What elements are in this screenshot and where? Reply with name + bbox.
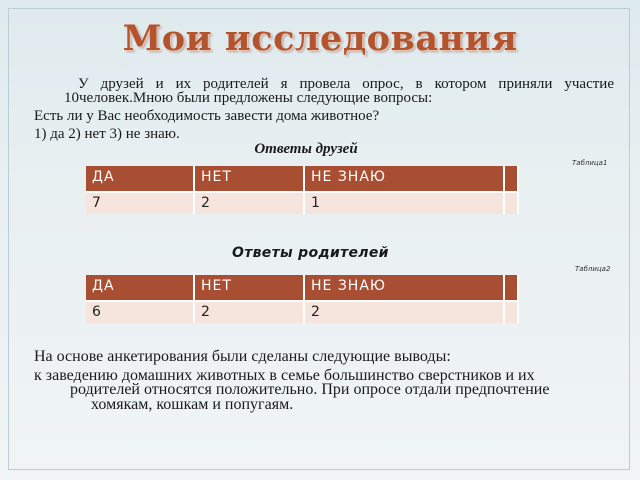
table-row (86, 301, 518, 323)
survey-options: 1) да 2) нет 3) не знаю. (34, 126, 180, 142)
value-cell-empty (504, 192, 518, 214)
header-cell-yes: ДА (86, 166, 194, 192)
header-cell-yes: ДА (86, 275, 194, 301)
table-header-row (86, 275, 518, 301)
table2-caption: Ответы родителей (232, 245, 389, 261)
conclusion-line-3: родителей относятся положительно. При опросе отдали предпочтение (70, 381, 550, 398)
header-cell-no: НЕТ (194, 275, 304, 301)
value-cell-no: 2 (194, 192, 304, 214)
table1-caption: Ответы друзей (254, 141, 358, 157)
value-cell-dont-know: 1 (304, 192, 504, 214)
friends-answers-table (86, 166, 519, 214)
value-cell-dont-know: 2 (304, 301, 504, 323)
header-cell-empty (504, 275, 518, 301)
table-row (86, 192, 518, 214)
header-cell-empty (504, 166, 518, 192)
parents-answers-table (86, 275, 519, 323)
slide-title: Мои исследования (122, 18, 518, 59)
header-cell-dont-know: НЕ ЗНАЮ (304, 275, 504, 301)
intro-line-1: У друзей и их родителей я провела опрос, в котором приняли участие (78, 76, 614, 92)
header-cell-no: НЕТ (194, 166, 304, 192)
header-cell-dont-know: НЕ ЗНАЮ (304, 166, 504, 192)
table-header-row (86, 166, 518, 192)
intro-line-2: 10человек.Мною были предложены следующие вопросы: (64, 90, 433, 106)
conclusion-line-4: хомякам, кошкам и попугаям. (91, 396, 294, 413)
table2-number: Таблица2 (575, 265, 611, 273)
conclusion-heading: На основе анкетирования были сделаны следующие выводы: (34, 348, 451, 365)
value-cell-no: 2 (194, 301, 304, 323)
value-cell-yes: 7 (86, 192, 194, 214)
table1-number: Таблица1 (572, 159, 608, 167)
value-cell-empty (504, 301, 518, 323)
conclusion-line-2: к заведению домашних животных в семье большинство сверстников и их (34, 367, 535, 384)
survey-question: Есть ли у Вас необходимость завести дома животное? (34, 108, 380, 124)
value-cell-yes: 6 (86, 301, 194, 323)
